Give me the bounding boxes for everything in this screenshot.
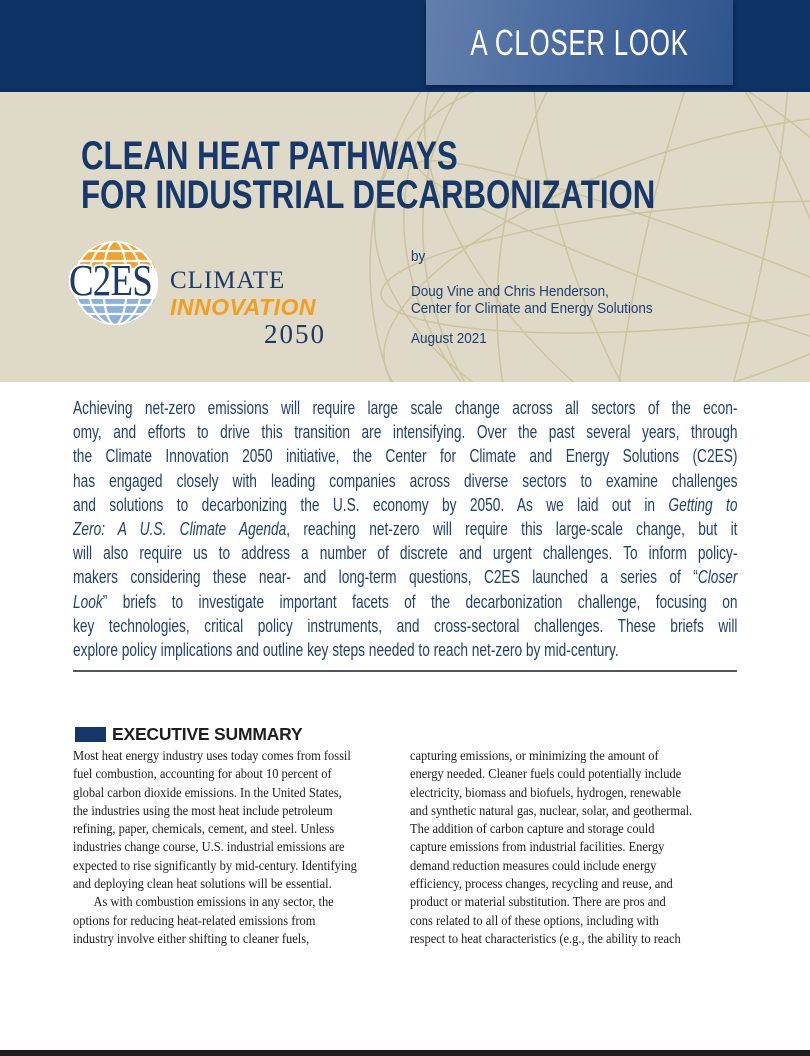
body-text-line: expected to rise significantly by mid-century. Identifying [73,857,357,873]
byline-authors [411,283,653,317]
logo-climate-label: CLIMATE [170,267,286,294]
masthead [0,92,810,382]
body-text-line: electricity, biomass and biofuels, hydrogen, renewable [410,784,682,800]
intro-text-line: Zero: A U.S. Climate Agenda, reaching net-zero will require this large-scale change, but it [73,519,738,540]
footer-bar [0,1050,810,1056]
body-text-line: efficiency, process changes, recycling and reuse, and [410,876,673,892]
body-text-line: cons related to all of these options, including with [410,912,659,928]
intro-text-line: the Climate Innovation 2050 initiative, the Center for Climate and Energy Solutions (C2ES) [73,446,738,467]
intro-text-line: will also require us to address a number of discrete and urgent challenges. To inform policy- [73,543,738,564]
body-text-line: Most heat energy industry uses today comes from fossil [73,748,351,763]
intro-text-line: Look” briefs to investigate important facets of the decarbonization challenge, focusing on [73,591,738,612]
body-text-line: industry involve either shifting to cleaner fuels, [73,930,310,946]
climate-innovation-2050-logotype [170,268,326,349]
c2es-wordmark: C2ES [69,256,152,305]
right-column [410,747,745,948]
closer-look-label: A CLOSER LOOK [470,21,689,63]
executive-summary-title: EXECUTIVE SUMMARY [112,724,303,744]
body-text-line: respect to heat characteristics (e.g., the ability to reach [410,930,681,946]
intro-section [73,382,737,672]
body-text-line: The addition of carbon capture and storage could [410,821,655,837]
logo-innovation-label: INNOVATION [170,294,316,320]
intro-divider-rule [73,670,737,672]
byline-author-line2: Center for Climate and Energy Solutions [411,300,653,317]
body-text-line: energy needed. Cleaner fuels could potentially include [410,766,682,782]
intro-text-line: and solutions to decarbonizing the U.S. economy by 2050. As we laid out in Getting to [73,494,738,515]
body-text-line: refining, paper, chemicals, cement, and steel. Unless [73,821,335,837]
page-title-line1: CLEAN HEAT PATHWAYS [81,133,458,178]
intro-text-line: key technologies, critical policy instruments, and cross-sectoral challenges. These briefs will [73,615,738,636]
body-text-line: options for reducing heat-related emissions from [73,912,316,928]
body-text-line: product or material substitution. There are pros and [410,894,666,910]
closer-look-badge [426,0,733,85]
body-text-line: fuel combustion, accounting for about 10 percent of [73,766,332,782]
byline-date: August 2021 [411,330,487,347]
top-banner [0,0,810,92]
logo-2050-label: 2050 [264,319,326,349]
page-title [81,133,656,218]
intro-text-line: explore policy implications and outline key steps needed to reach net-zero by mid-century. [73,640,619,661]
body-text-line: and synthetic natural gas, nuclear, solar, and geothermal. [410,802,693,818]
intro-paragraph [73,382,737,662]
body-text-line: industries change course, U.S. industrial emissions are [73,839,345,855]
body-text-line: capturing emissions, or minimizing the amount of [410,748,659,763]
heading-square-marker [75,727,106,742]
body-text-line: As with combustion emissions in any sector, the [93,894,334,910]
intro-text-line: makers considering these near- and long-term questions, C2ES launched a series of “Closer [73,567,738,588]
intro-text-line: omy, and efforts to drive this transition are intensifying. Over the past several years, through [73,422,738,443]
body-text-line: global carbon dioxide emissions. In the United States, [73,784,342,800]
byline-author-line1: Doug Vine and Chris Henderson, [411,283,609,300]
byline-by: by [411,248,426,265]
body-text-line: capture emissions from industrial facilities. Energy [410,839,665,855]
page-title-line2: FOR INDUSTRIAL DECARBONIZATION [81,173,656,218]
body-text-line: the industries using the most heat include petroleum [73,802,333,818]
intro-text-line: Achieving net-zero emissions will require large scale change across all sectors of the econ- [73,398,738,418]
executive-summary-heading [75,724,302,745]
left-column [73,747,408,948]
body-text-line: and deploying clean heat solutions will be essential. [73,876,332,892]
intro-text-line: has engaged closely with leading companies across diverse sectors to examine challenges [73,470,738,491]
body-text-line: demand reduction measures could include energy [410,857,657,873]
